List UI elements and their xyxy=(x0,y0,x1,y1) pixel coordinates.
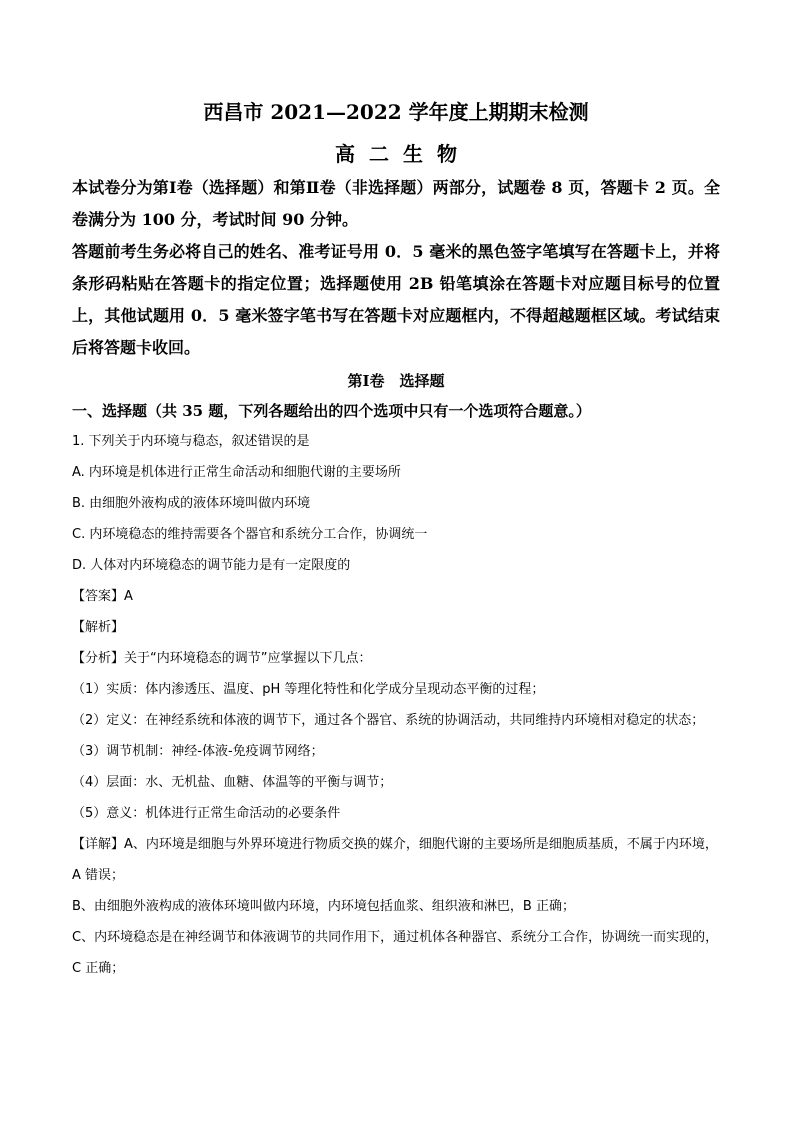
answer-tag: 【答案】 xyxy=(72,589,125,604)
instruction-paragraph-2: 答题前考生务必将自己的姓名、准考证号用 0．5 毫米的黑色签字笔填写在答题卡上，并将条形码粘贴在答题卡的指定位置；选择题使用 2B 铅笔填涂在答题卡对应题目标号的位置上，其他试题用 0．5 毫米签字笔书写在答题卡对应题框内，不得超越题框区域。考试结束后将答题卡收回。 xyxy=(72,242,720,357)
answer-value: A xyxy=(124,589,133,604)
instruction-paragraph-1: 本试卷分为第Ⅰ卷（选择题）和第Ⅱ卷（非选择题）两部分，试题卷 8 页，答题卡 2 页。全卷满分为 100 分，考试时间 90 分钟。 xyxy=(72,178,720,229)
detail-b: B、由细胞外液构成的液体环境叫做内环境，内环境包括血浆、组织液和淋巴，B 正确； xyxy=(72,899,575,914)
option-b: B. 由细胞外液构成的液体环境叫做内环境 xyxy=(72,496,311,511)
exam-subject: 高二生物 xyxy=(335,142,471,166)
question-stem: 1. 下列关于内环境与稳态，叙述错误的是 xyxy=(72,434,310,449)
section-instruction: 一、选择题（共 35 题，下列各题给出的四个选项中只有一个选项符合题意。） xyxy=(72,402,591,420)
fenxi-text: 关于“内环境稳态的调节”应掌握以下几点： xyxy=(124,651,372,666)
option-c: C. 内环境稳态的维持需要各个器官和系统分工合作，协调统一 xyxy=(72,527,428,542)
point-1: （1）实质：体内渗透压、温度、pH 等理化特性和化学成分呈现动态平衡的过程； xyxy=(72,682,545,697)
option-d: D. 人体对内环境稳态的调节能力是有一定限度的 xyxy=(72,558,351,573)
option-a: A. 内环境是机体进行正常生命活动和细胞代谢的主要场所 xyxy=(72,465,401,480)
document-page xyxy=(72,98,720,984)
answer-line xyxy=(72,581,720,612)
fenxi-line xyxy=(72,643,720,674)
detail-tag: 【详解】 xyxy=(72,837,125,852)
question-1 xyxy=(72,426,720,984)
point-2: （2）定义：在神经系统和体液的调节下，通过各个器官、系统的协调活动，共同维持内环境相对稳定的状态； xyxy=(72,713,705,728)
detail-a xyxy=(72,829,720,891)
exam-title: 西昌市 2021—2022 学年度上期期末检测 xyxy=(203,100,589,124)
fenxi-tag: 【分析】 xyxy=(72,651,125,666)
exam-instructions xyxy=(72,172,720,364)
point-3: （3）调节机制：神经-体液-免疫调节网络； xyxy=(72,744,324,759)
analysis-tag: 【解析】 xyxy=(72,620,125,635)
detail-c: C、内环境稳态是在神经调节和体液调节的共同作用下，通过机体各种器官、系统分工合作，协调统一而实现的，C 正确； xyxy=(72,930,719,976)
section-title: 第Ⅰ卷 选择题 xyxy=(347,372,445,390)
point-5: （5）意义：机体进行正常生命活动的必要条件 xyxy=(72,806,341,821)
point-4: （4）层面：水、无机盐、血糖、体温等的平衡与调节； xyxy=(72,775,393,790)
detail-a-text: A、内环境是细胞与外界环境进行物质交换的媒介，细胞代谢的主要场所是细胞质基质，不属于内环境，A 错误； xyxy=(72,837,718,883)
